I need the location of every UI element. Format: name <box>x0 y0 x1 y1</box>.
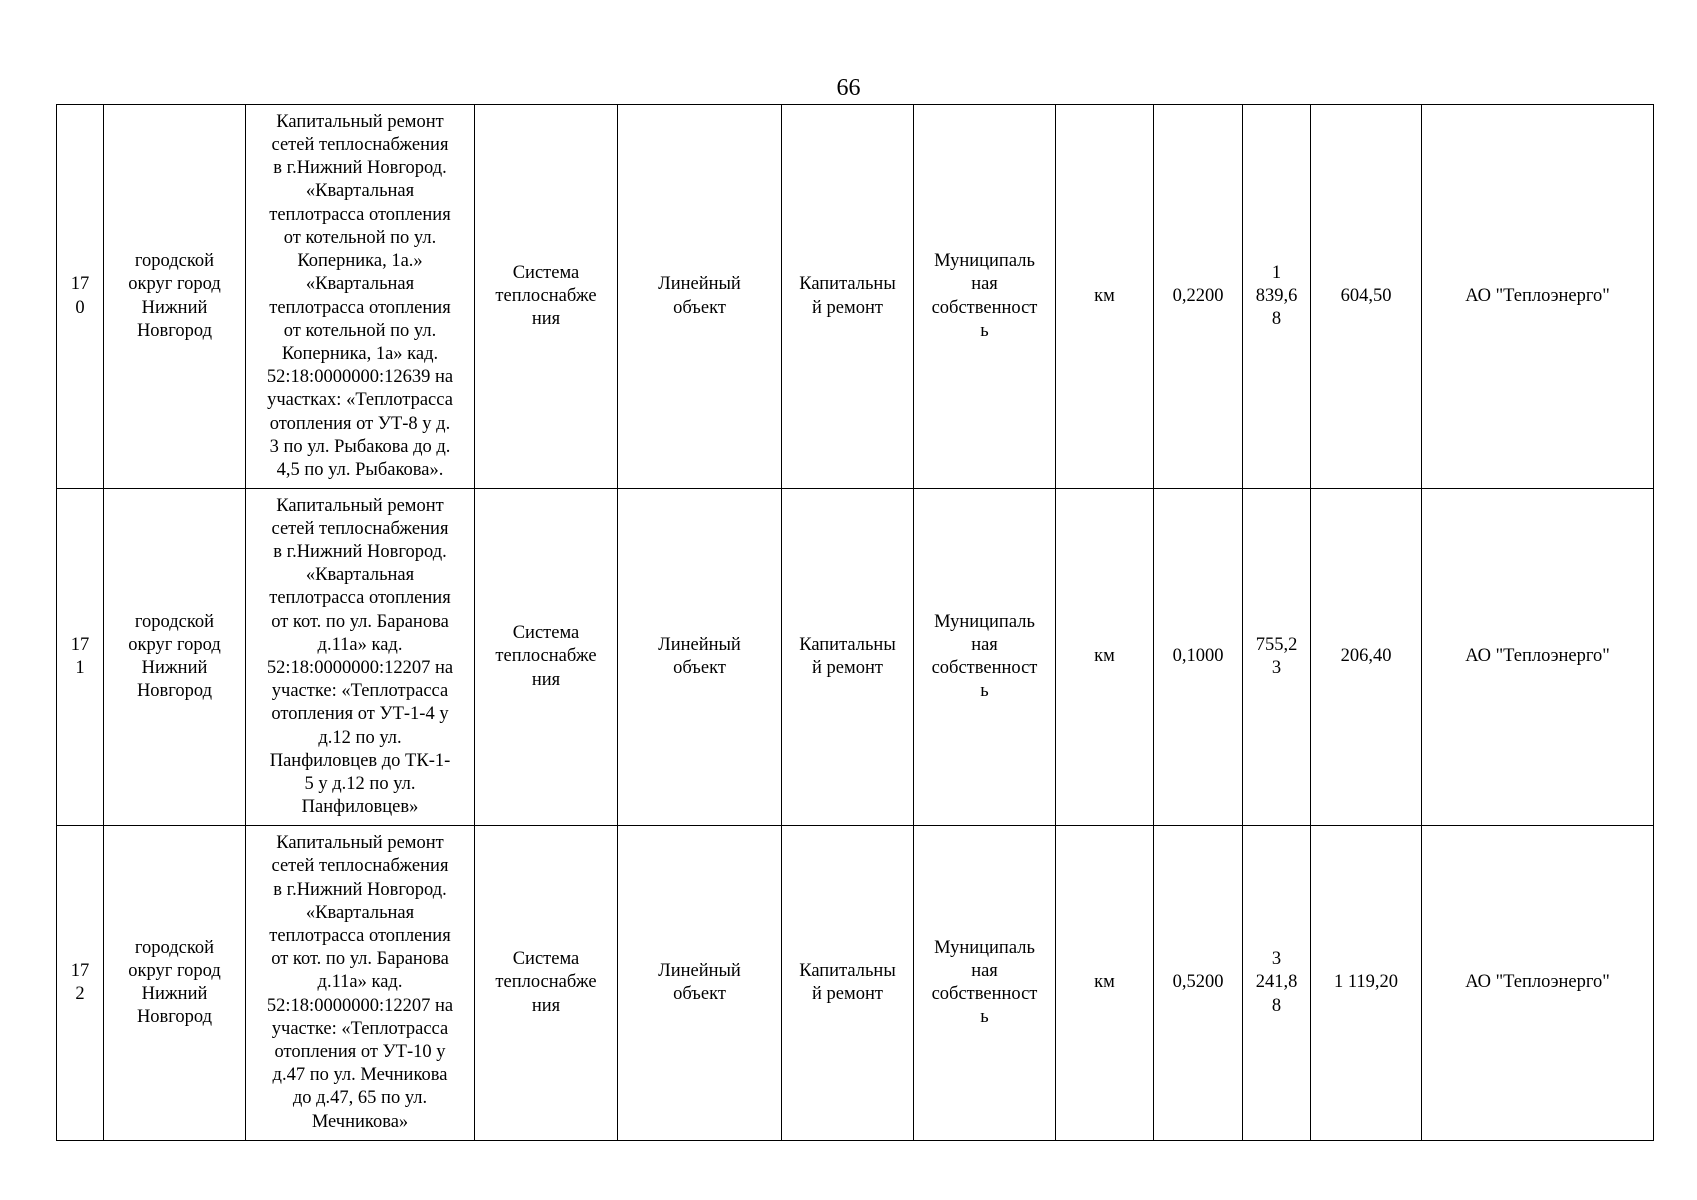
system-cell: Система теплоснабже ния <box>475 105 618 489</box>
object-type-cell: Линейный объект <box>618 826 782 1141</box>
row-number: 17 0 <box>57 105 104 489</box>
system-cell: Система теплоснабже ния <box>475 489 618 826</box>
object-type-cell: Линейный объект <box>618 105 782 489</box>
system-cell: Система теплоснабже ния <box>475 826 618 1141</box>
value1-cell: 1 839,6 8 <box>1243 105 1311 489</box>
municipality-cell: городской округ город Нижний Новгород <box>104 826 246 1141</box>
organization-cell: АО "Теплоэнерго" <box>1422 826 1654 1141</box>
row-number: 17 1 <box>57 489 104 826</box>
value2-cell: 1 119,20 <box>1311 826 1422 1141</box>
description-cell: Капитальный ремонт сетей теплоснабжения в г.Нижний Новгород. «Квартальная теплотрасса отопления от кот. по ул. Баранова д.11а» кад. 52:18:0000000:12207 на участке: «Теплотрасса отопления от УТ-1-4 у д.12 по ул. Панфиловцев до ТК-1- 5 у д.12 по ул. Панфиловцев» <box>246 489 475 826</box>
row-number: 17 2 <box>57 826 104 1141</box>
organization-cell: АО "Теплоэнерго" <box>1422 105 1654 489</box>
work-type-cell: Капитальны й ремонт <box>782 105 914 489</box>
length-cell: 0,5200 <box>1154 826 1243 1141</box>
ownership-cell: Муниципаль ная собственност ь <box>914 826 1056 1141</box>
object-type-cell: Линейный объект <box>618 489 782 826</box>
municipality-cell: городской округ город Нижний Новгород <box>104 105 246 489</box>
unit-cell: км <box>1056 105 1154 489</box>
registry-table <box>56 104 1654 1141</box>
work-type-cell: Капитальны й ремонт <box>782 489 914 826</box>
table-row <box>57 826 1654 1141</box>
unit-cell: км <box>1056 489 1154 826</box>
organization-cell: АО "Теплоэнерго" <box>1422 489 1654 826</box>
value1-cell: 3 241,8 8 <box>1243 826 1311 1141</box>
length-cell: 0,1000 <box>1154 489 1243 826</box>
page-number: 66 <box>836 75 861 101</box>
ownership-cell: Муниципаль ная собственност ь <box>914 489 1056 826</box>
ownership-cell: Муниципаль ная собственност ь <box>914 105 1056 489</box>
work-type-cell: Капитальны й ремонт <box>782 826 914 1141</box>
table-row <box>57 489 1654 826</box>
unit-cell: км <box>1056 826 1154 1141</box>
description-cell: Капитальный ремонт сетей теплоснабжения в г.Нижний Новгород. «Квартальная теплотрасса отопления от кот. по ул. Баранова д.11а» кад. 52:18:0000000:12207 на участке: «Теплотрасса отопления от УТ-10 у д.47 по ул. Мечникова до д.47, 65 по ул. Мечникова» <box>246 826 475 1141</box>
value2-cell: 604,50 <box>1311 105 1422 489</box>
length-cell: 0,2200 <box>1154 105 1243 489</box>
value1-cell: 755,2 3 <box>1243 489 1311 826</box>
municipality-cell: городской округ город Нижний Новгород <box>104 489 246 826</box>
value2-cell: 206,40 <box>1311 489 1422 826</box>
table-row <box>57 105 1654 489</box>
description-cell: Капитальный ремонт сетей теплоснабжения в г.Нижний Новгород. «Квартальная теплотрасса отопления от котельной по ул. Коперника, 1а.» «Квартальная теплотрасса отопления от котельной по ул. Коперника, 1а» кад. 52:18:0000000:12639 на участках: «Теплотрасса отопления от УТ-8 у д. 3 по ул. Рыбакова до д. 4,5 по ул. Рыбакова». <box>246 105 475 489</box>
